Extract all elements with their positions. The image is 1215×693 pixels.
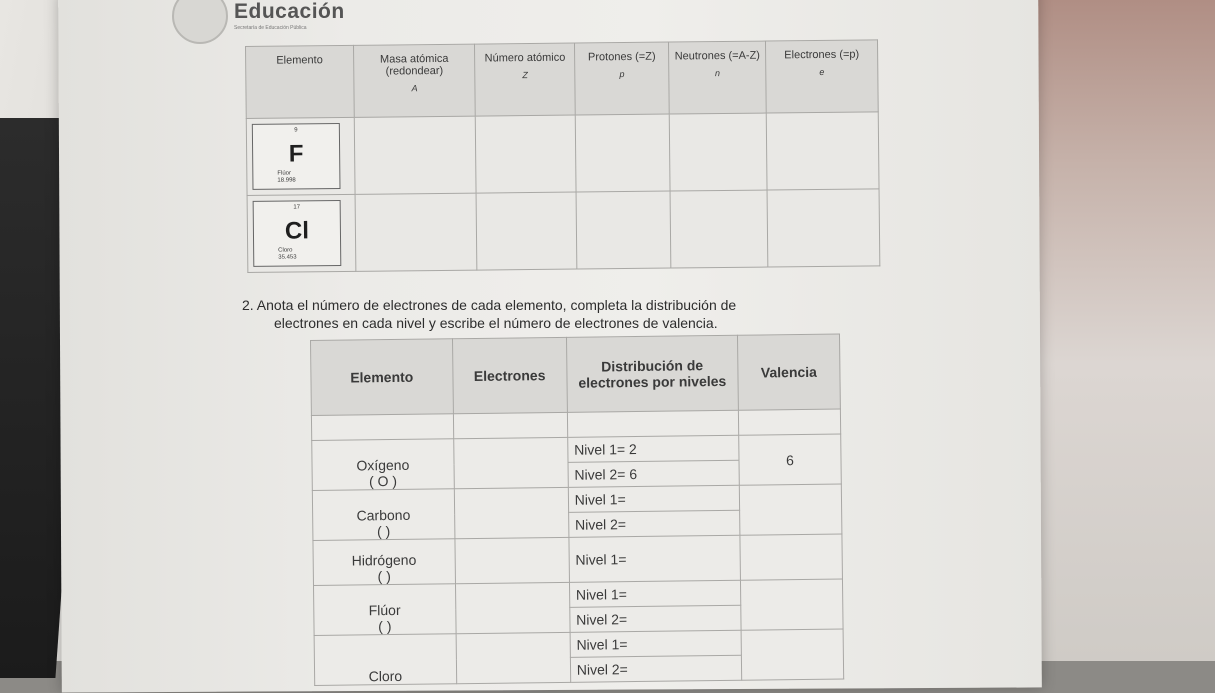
table2-row-fluor: [313, 579, 842, 610]
t2-header-valence: Valencia: [737, 334, 840, 410]
element-name: Carbono: [356, 506, 411, 524]
element-card-cloro: [253, 200, 342, 267]
element-card-cell: [246, 117, 355, 195]
table1-row-cloro: [247, 189, 880, 273]
element-name: Flúor: [368, 601, 401, 619]
level-cell[interactable]: Nivel 2=: [568, 510, 739, 537]
element-name: Hidrógeno: [351, 551, 417, 569]
element-name-cell: [313, 539, 455, 586]
valence-cell[interactable]: [740, 579, 843, 630]
level-cell[interactable]: Nivel 1=: [570, 630, 741, 657]
instruction-line-1: 2. Anota el número de electrones de cada elemento, completa la distribución de: [242, 297, 737, 313]
valence-cell[interactable]: [740, 534, 843, 580]
level-cell[interactable]: Nivel 2=: [570, 655, 741, 682]
level-cell[interactable]: Nivel 1=: [568, 485, 739, 512]
header-subtitle: Secretaría de Educación Pública: [234, 25, 307, 31]
level-cell[interactable]: Nivel 2= 6: [568, 460, 739, 487]
electrons-answer-cell[interactable]: [455, 582, 570, 633]
answer-cell[interactable]: [766, 112, 879, 190]
element-card-fluor: [252, 123, 341, 190]
answer-cell[interactable]: [670, 190, 768, 268]
element-name-cell: [312, 489, 454, 541]
t1-header-mass: Masa atómica (redondear) A: [353, 44, 475, 117]
element-name-cell: [313, 584, 455, 636]
electrons-answer-cell[interactable]: [456, 632, 571, 683]
atomic-properties-table: [245, 39, 880, 273]
element-name-cell: [312, 439, 454, 491]
element-symbol: ( ): [377, 568, 391, 585]
element-name: Oxígeno: [356, 456, 410, 474]
header-brand: Educación: [234, 0, 345, 23]
answer-cell[interactable]: [669, 113, 767, 191]
answer-cell[interactable]: [354, 116, 476, 194]
table2-row-oxigeno: [312, 434, 841, 465]
t1-header-electrons: Electrones (=p) e: [766, 40, 879, 113]
element-name: Cloro: [278, 247, 293, 254]
level-cell[interactable]: Nivel 2=: [570, 605, 741, 632]
element-symbol: Cl: [284, 217, 310, 245]
electron-distribution-table: [310, 334, 844, 686]
t2-header-distribution: Distribución de electrones por niveles: [566, 335, 738, 412]
electrons-answer-cell[interactable]: [453, 437, 568, 488]
electrons-answer-cell[interactable]: [455, 537, 570, 583]
t1-header-atomic-number: Número atómico Z: [475, 43, 575, 116]
element-name-cell: [314, 634, 456, 686]
element-name: Cloro: [368, 667, 403, 685]
level-cell[interactable]: Nivel 1=: [569, 580, 740, 607]
t2-header-element: Elemento: [311, 339, 454, 416]
answer-cell[interactable]: [575, 114, 670, 192]
valence-cell[interactable]: 6: [739, 434, 842, 485]
instruction-line-2: electrones en cada nivel y escribe el número de electrones de valencia.: [274, 315, 718, 331]
instruction-text: [242, 296, 892, 332]
answer-cell[interactable]: [576, 191, 671, 269]
element-mass: 35.453: [278, 254, 297, 261]
element-symbol: ( O ): [368, 472, 398, 490]
valence-cell[interactable]: [741, 629, 844, 680]
t1-header-element: Elemento: [246, 45, 355, 118]
answer-cell[interactable]: [355, 193, 477, 271]
element-mass: 18.998: [277, 177, 296, 184]
t2-header-electrons: Electrones: [452, 337, 567, 413]
element-card-cell: [247, 194, 356, 272]
table2-row-hidrogeno: [313, 534, 843, 585]
t1-header-neutrons: Neutrones (=A-Z) n: [669, 41, 767, 114]
table1-header-row: [246, 40, 879, 119]
table1-row-fluor: [246, 112, 879, 196]
answer-cell[interactable]: [476, 115, 577, 193]
table2-row-cloro: [314, 629, 843, 660]
element-symbol: F: [288, 140, 304, 168]
t1-header-protons: Protones (=Z) p: [575, 42, 670, 115]
level-cell[interactable]: Nivel 1= 2: [567, 435, 738, 462]
element-number: 9: [294, 127, 298, 134]
valence-cell[interactable]: [739, 484, 842, 535]
element-number: 17: [293, 204, 301, 211]
level-cell[interactable]: Nivel 1=: [569, 535, 741, 582]
answer-cell[interactable]: [767, 189, 880, 267]
answer-cell[interactable]: [477, 192, 578, 270]
element-symbol: ( ): [378, 618, 392, 635]
element-name: Flúor: [277, 170, 292, 177]
electrons-answer-cell[interactable]: [454, 487, 569, 538]
element-symbol: ( ): [376, 523, 391, 540]
table2-header-row: [311, 334, 841, 415]
